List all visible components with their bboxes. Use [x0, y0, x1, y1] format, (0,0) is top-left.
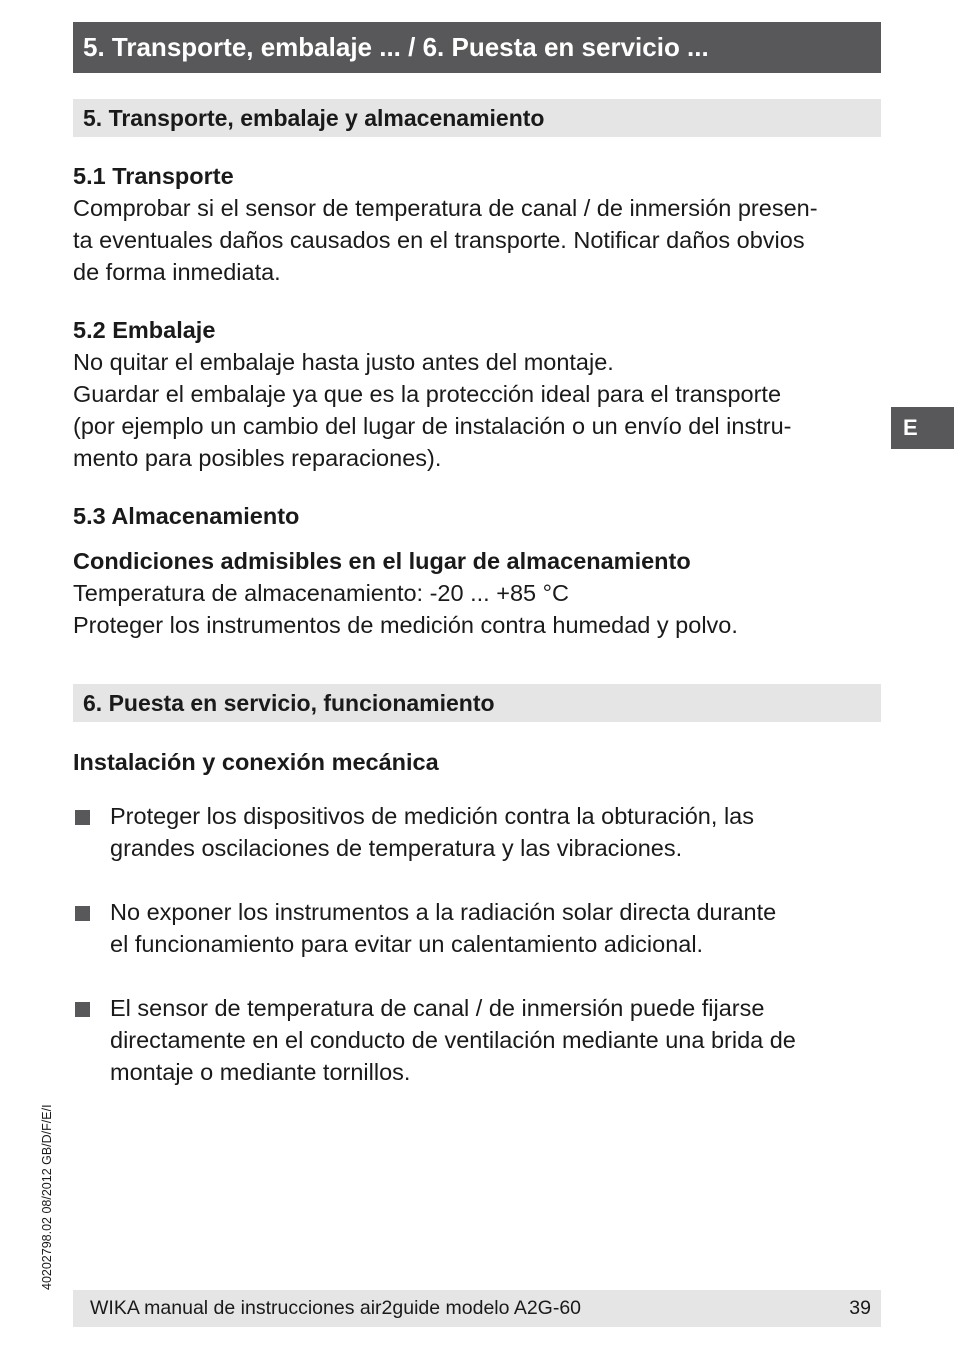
section-6-heading: 6. Puesta en servicio, funcionamiento: [73, 684, 881, 722]
square-bullet-icon: [75, 906, 90, 921]
page-footer: [73, 1290, 881, 1327]
list-item-line: No exponer los instrumentos a la radiación solar directa durante: [110, 899, 777, 925]
subsection-5-1-heading: 5.1 Transporte: [73, 163, 234, 189]
square-bullet-icon: [75, 1002, 90, 1017]
list-item-line: Proteger los dispositivos de medición contra la obturación, las: [110, 803, 754, 829]
subsection-5-2-line: No quitar el embalaje hasta justo antes del montaje.: [73, 349, 614, 375]
list-item-line: grandes oscilaciones de temperatura y las vibraciones.: [110, 835, 683, 861]
installation-heading: Instalación y conexión mecánica: [73, 749, 439, 775]
document-code: 40202798.02 08/2012 GB/D/F/E/I: [40, 1104, 54, 1290]
subsection-5-1-line: de forma inmediata.: [73, 259, 281, 285]
subsection-5-1-line: ta eventuales daños causados en el transporte. Notificar daños obvios: [73, 227, 805, 253]
list-item-line: montaje o mediante tornillos.: [110, 1059, 411, 1085]
storage-conditions-heading: Condiciones admisibles en el lugar de almacenamiento: [73, 548, 691, 574]
subsection-5-2-line: Guardar el embalaje ya que es la protección ideal para el transporte: [73, 381, 782, 407]
list-item-line: el funcionamiento para evitar un calentamiento adicional.: [110, 931, 704, 957]
page-title: 5. Transporte, embalaje ... / 6. Puesta en servicio ...: [73, 22, 881, 73]
footer-text: WIKA manual de instrucciones air2guide modelo A2G-60: [90, 1297, 582, 1319]
subsection-5-2-heading: 5.2 Embalaje: [73, 317, 216, 343]
storage-protection-line: Proteger los instrumentos de medición contra humedad y polvo.: [73, 612, 738, 638]
section-5-heading: 5. Transporte, embalaje y almacenamiento: [73, 99, 881, 137]
storage-temperature-line: Temperatura de almacenamiento: -20 ... +85 °C: [73, 580, 569, 606]
square-bullet-icon: [75, 810, 90, 825]
subsection-5-2-line: mento para posibles reparaciones).: [73, 445, 442, 471]
subsection-5-1-line: Comprobar si el sensor de temperatura de canal / de inmersión presen-: [73, 195, 818, 221]
list-item-line: directamente en el conducto de ventilación mediante una brida de: [110, 1027, 796, 1053]
list-item-line: El sensor de temperatura de canal / de inmersión puede fijarse: [110, 995, 765, 1021]
language-tab: E: [891, 407, 954, 449]
page-number: 39: [849, 1297, 871, 1319]
subsection-5-3-heading: 5.3 Almacenamiento: [73, 503, 300, 529]
subsection-5-2-line: (por ejemplo un cambio del lugar de instalación o un envío del instru-: [73, 413, 792, 439]
